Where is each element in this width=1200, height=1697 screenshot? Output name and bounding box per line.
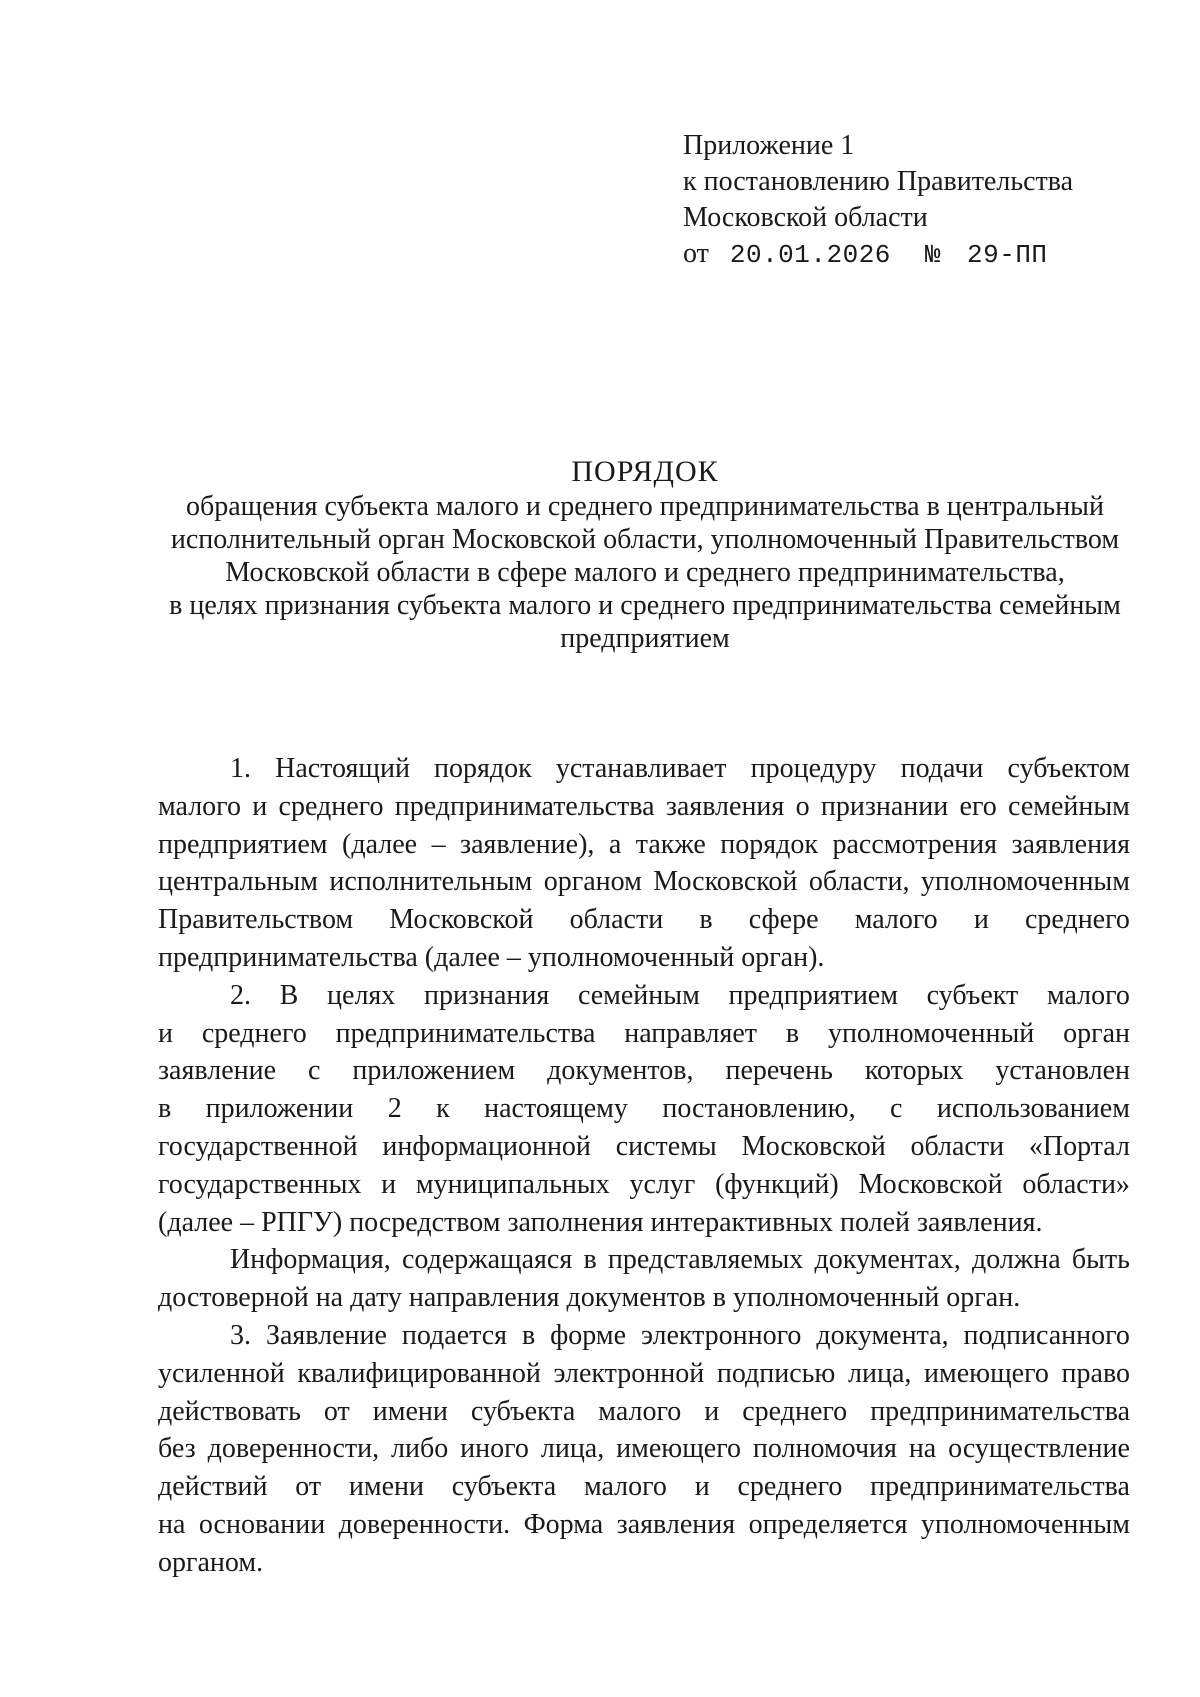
word: форме xyxy=(550,1319,627,1351)
word: – xyxy=(431,828,446,860)
paragraph-2 xyxy=(158,977,1130,1242)
word: подачи xyxy=(900,753,984,784)
word: заявление xyxy=(158,1055,277,1087)
word: малого xyxy=(598,1395,682,1427)
word: услуг xyxy=(629,1168,696,1200)
word: заявления xyxy=(616,1508,736,1540)
word: в xyxy=(521,1319,536,1351)
word: государственной xyxy=(158,1130,358,1162)
word: предприятием xyxy=(158,828,328,860)
paragraph-line xyxy=(158,1241,1130,1279)
word: с xyxy=(890,1093,903,1125)
word: предпринимательства xyxy=(335,1017,596,1049)
word: направляет xyxy=(624,1017,758,1049)
word: а xyxy=(608,828,622,860)
paragraph-line xyxy=(158,1468,1130,1506)
word: имени xyxy=(348,1471,425,1503)
word: (функций) xyxy=(715,1168,839,1200)
word: заявления xyxy=(665,790,785,822)
word: электронного xyxy=(640,1319,802,1351)
appendix-line-1: Приложение 1 xyxy=(683,130,855,161)
word: среднего xyxy=(737,1471,843,1503)
word: заявления xyxy=(1011,828,1130,860)
word: от xyxy=(295,1471,322,1503)
word: иного xyxy=(460,1433,529,1465)
word: право xyxy=(1061,1357,1130,1389)
word: Правительством xyxy=(158,904,354,936)
word: без xyxy=(158,1433,196,1465)
word: малого xyxy=(1046,979,1130,1011)
date-prefix: от xyxy=(683,238,709,269)
word: малого xyxy=(158,790,241,822)
word: целях xyxy=(327,979,396,1011)
word: исполнительным xyxy=(329,866,533,898)
paragraph-last-line: органом. xyxy=(158,1546,264,1578)
word: области» xyxy=(1022,1168,1130,1200)
paragraph-line xyxy=(158,863,1130,901)
word: доверенности. xyxy=(338,1508,511,1540)
word: имени xyxy=(372,1395,448,1427)
word: предпринимательства xyxy=(394,790,655,822)
word: муниципальных xyxy=(415,1168,610,1200)
word: подписью xyxy=(716,1357,836,1389)
word: Настоящий xyxy=(275,753,410,784)
word: Информация, xyxy=(230,1244,391,1276)
paragraph-line xyxy=(158,1393,1130,1431)
word: среднего xyxy=(1024,904,1130,936)
document-title: ПОРЯДОК xyxy=(571,455,719,488)
word: субъект xyxy=(926,979,1019,1011)
word: области, xyxy=(808,866,910,898)
number-sign: № xyxy=(924,240,942,270)
word: на xyxy=(908,1433,937,1465)
word: Заявление xyxy=(265,1319,387,1351)
word: полномочия xyxy=(752,1433,897,1465)
paragraph-line xyxy=(158,826,1130,864)
word: предприятием xyxy=(728,979,898,1011)
word: осуществление xyxy=(948,1433,1130,1465)
word: в xyxy=(158,1093,172,1125)
word: предпринимательства xyxy=(870,1471,1130,1503)
word: Московской xyxy=(389,904,534,936)
paragraph-last-line: достоверной на дату направления документов в уполномоченный орган. xyxy=(158,1282,1021,1314)
word: 3. xyxy=(230,1319,251,1351)
word: уполномоченный xyxy=(827,1017,1035,1049)
word: приложении xyxy=(205,1093,354,1125)
word: которых xyxy=(864,1055,964,1087)
word: быть xyxy=(1071,1244,1130,1276)
word: органом xyxy=(543,866,642,898)
paragraph-line xyxy=(158,1090,1130,1128)
word: государственных xyxy=(158,1168,362,1200)
word: Московской xyxy=(858,1168,1003,1200)
word: подписанного xyxy=(963,1319,1130,1351)
word: перечень xyxy=(725,1055,833,1087)
appendix-line-2: к постановлению Правительства xyxy=(683,166,1074,197)
word: доверенности, xyxy=(207,1433,380,1465)
paragraph-line xyxy=(158,1506,1130,1544)
word: электронной xyxy=(553,1357,705,1389)
word: подается xyxy=(401,1319,508,1351)
word: 2. xyxy=(230,979,251,1011)
word: документов, xyxy=(547,1055,694,1087)
word: постановлению, xyxy=(662,1093,856,1125)
word: орган xyxy=(1063,1017,1130,1049)
word: документах, xyxy=(814,1244,961,1276)
subtitle-line: в целях признания субъекта малого и среднего предпринимательства семейным xyxy=(169,590,1121,621)
word: квалифицированной xyxy=(297,1357,541,1389)
subtitle-line: исполнительный орган Московской области, уполномоченный Правительством xyxy=(170,524,1120,555)
word: определяется xyxy=(748,1508,908,1540)
word: в xyxy=(699,904,713,936)
word: порядок xyxy=(434,753,532,784)
paragraph-4 xyxy=(158,1317,1130,1582)
word: малого xyxy=(854,904,938,936)
word: либо xyxy=(391,1433,449,1465)
word: с xyxy=(308,1055,321,1087)
word: представляемых xyxy=(607,1244,804,1276)
word: Московской xyxy=(653,866,798,898)
word: 1. xyxy=(230,753,251,784)
word: и xyxy=(973,904,989,936)
word: среднего xyxy=(201,1017,307,1049)
word: содержащаяся xyxy=(401,1244,573,1276)
paragraph-line xyxy=(158,1128,1130,1166)
document-subtitle xyxy=(150,490,1140,655)
resolution-date: 20.01.2026 xyxy=(729,240,891,270)
paragraph-line xyxy=(158,1355,1130,1393)
word: от xyxy=(323,1395,350,1427)
word: и xyxy=(694,1471,710,1503)
word: имеющего xyxy=(616,1433,741,1465)
word: его xyxy=(959,790,997,822)
word: (далее xyxy=(342,828,418,860)
word: использованием xyxy=(936,1093,1130,1125)
word: имеющего xyxy=(924,1357,1049,1389)
word: центральным xyxy=(158,866,318,898)
paragraph-line xyxy=(158,1052,1130,1090)
word: должна xyxy=(972,1244,1061,1276)
appendix-date-line xyxy=(683,236,1073,273)
word: признании xyxy=(820,790,949,822)
word: семейным xyxy=(1008,790,1130,822)
word: субъекта xyxy=(470,1395,576,1427)
word: малого xyxy=(583,1471,667,1503)
word: действовать xyxy=(158,1395,301,1427)
word: системы xyxy=(615,1130,717,1162)
word: к xyxy=(436,1093,450,1125)
paragraph-line xyxy=(158,750,1130,788)
word: и xyxy=(252,790,268,822)
word: «Портал xyxy=(1028,1130,1130,1162)
word: Московской xyxy=(741,1130,886,1162)
word: сфере xyxy=(748,904,819,936)
appendix-header xyxy=(683,128,1073,273)
word: и xyxy=(381,1168,397,1200)
word: на xyxy=(158,1508,186,1540)
word: уполномоченным xyxy=(920,1508,1130,1540)
word: документа, xyxy=(816,1319,949,1351)
paragraph-line xyxy=(158,788,1130,826)
word: В xyxy=(279,979,299,1011)
subtitle-line: предприятием xyxy=(560,623,730,654)
paragraph-line xyxy=(158,1166,1130,1204)
word: области xyxy=(569,904,664,936)
word: в xyxy=(785,1017,800,1049)
paragraph-line xyxy=(158,1317,1130,1355)
paragraph-3 xyxy=(158,1241,1130,1317)
document-title-block xyxy=(150,455,1140,655)
word: установлен xyxy=(995,1055,1130,1087)
paragraph-1 xyxy=(158,750,1130,977)
word: процедуру xyxy=(750,753,877,784)
word: лица, xyxy=(540,1433,605,1465)
word: рассмотрения xyxy=(832,828,997,860)
paragraph-line xyxy=(158,1015,1130,1053)
word: порядок xyxy=(720,828,819,860)
word: предпринимательства xyxy=(870,1395,1130,1427)
word: семейным xyxy=(577,979,700,1011)
subtitle-line: обращения субъекта малого и среднего предпринимательства в центральный xyxy=(186,491,1104,522)
word: усиленной xyxy=(158,1357,285,1389)
paragraph-last-line: предпринимательства (далее – уполномоченный орган). xyxy=(158,941,825,973)
word: заявление), xyxy=(460,828,595,860)
paragraph-line xyxy=(158,977,1130,1015)
word: Форма xyxy=(523,1508,604,1540)
appendix-line-3: Московской области xyxy=(683,202,928,233)
word: лица, xyxy=(848,1357,912,1389)
word: субъектом xyxy=(1007,753,1130,784)
word: действий xyxy=(158,1471,268,1503)
paragraph-line xyxy=(158,1430,1130,1468)
word: устанавливает xyxy=(555,753,727,784)
word: основании xyxy=(198,1508,326,1540)
word: 2 xyxy=(387,1093,402,1125)
word: также xyxy=(635,828,706,860)
word: и xyxy=(704,1395,720,1427)
paragraph-last-line: (далее – РПГУ) посредством заполнения интерактивных полей заявления. xyxy=(158,1206,1043,1238)
word: области xyxy=(910,1130,1005,1162)
resolution-number: 29-ПП xyxy=(967,240,1048,270)
document-body xyxy=(158,750,1130,1582)
word: в xyxy=(583,1244,597,1276)
word: настоящему xyxy=(484,1093,628,1125)
word: уполномоченным xyxy=(920,866,1130,898)
word: информационной xyxy=(382,1130,591,1162)
word: признания xyxy=(423,979,550,1011)
word: среднего xyxy=(278,790,384,822)
word: субъекта xyxy=(451,1471,557,1503)
word: среднего xyxy=(742,1395,848,1427)
word: о xyxy=(795,790,810,822)
word: и xyxy=(158,1017,173,1049)
subtitle-line: Московской области в сфере малого и среднего предпринимательства, xyxy=(225,557,1065,588)
paragraph-line xyxy=(158,901,1130,939)
word: приложением xyxy=(352,1055,516,1087)
